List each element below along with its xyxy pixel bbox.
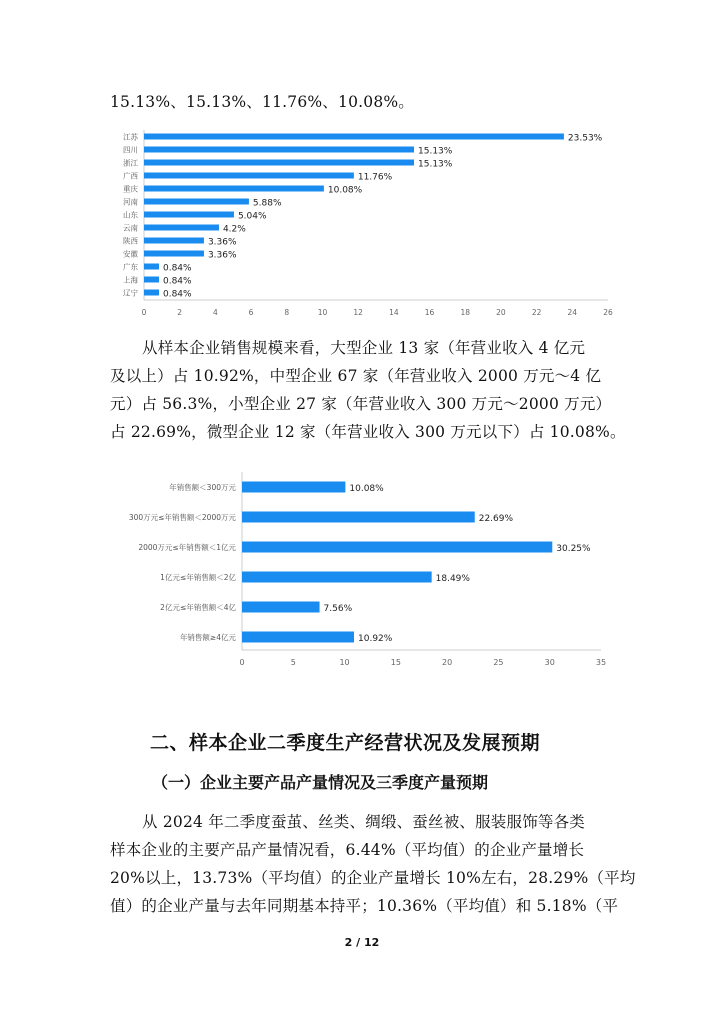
- category-label: 2000万元≤年销售额＜1亿元: [138, 543, 236, 552]
- data-label: 7.56%: [323, 604, 353, 614]
- bar: [144, 264, 159, 270]
- category-label: 河南: [123, 197, 138, 207]
- category-label: 浙江: [123, 158, 138, 168]
- province-chart: [100, 124, 620, 320]
- bar: [242, 482, 345, 493]
- subsection-heading: （一）企业主要产品产量情况及三季度产量预期: [152, 773, 489, 792]
- category-label: 300万元≤年销售额＜2000万元: [128, 513, 236, 522]
- category-label: 上海: [123, 275, 138, 285]
- bar: [144, 277, 159, 283]
- category-label: 山东: [123, 210, 138, 220]
- data-label: 18.49%: [435, 574, 470, 584]
- x-tick-label: 12: [353, 308, 363, 317]
- bar: [144, 251, 204, 257]
- bar: [242, 512, 475, 523]
- x-tick-label: 30: [544, 658, 555, 667]
- category-label: 云南: [123, 223, 138, 233]
- x-tick-label: 35: [595, 658, 607, 667]
- bar: [144, 186, 324, 192]
- data-label: 3.36%: [207, 237, 237, 248]
- x-tick-label: 20: [496, 308, 506, 317]
- x-tick-label: 26: [603, 308, 613, 317]
- province-bar-chart: [100, 124, 620, 320]
- x-tick-label: 16: [424, 308, 435, 317]
- bar: [242, 602, 320, 613]
- data-label: 15.13%: [418, 159, 453, 170]
- category-label: 1亿元≤年销售额＜2亿: [160, 573, 236, 582]
- bar: [144, 212, 234, 218]
- paragraph1-line-1: 从样本企业销售规模来看，大型企业 13 家（年营业收入 4 亿元: [142, 339, 586, 357]
- bar: [242, 632, 354, 643]
- bar: [144, 160, 414, 166]
- x-tick-label: 24: [567, 308, 578, 317]
- data-label: 10.08%: [349, 484, 384, 494]
- intro-line: 15.13%、15.13%、11.76%、10.08%。: [110, 93, 415, 111]
- category-label: 四川: [123, 145, 138, 155]
- sales-scale-bar-chart: [100, 470, 620, 670]
- x-tick-label: 5: [290, 658, 296, 667]
- bar: [144, 134, 564, 140]
- x-tick-label: 20: [442, 658, 453, 667]
- bar: [242, 542, 552, 553]
- x-tick-label: 22: [531, 308, 542, 317]
- x-tick-label: 18: [460, 308, 471, 317]
- paragraph2-line-4: 值）的企业产量与去年同期基本持平；10.36%（平均值）和 5.18%（平: [110, 897, 619, 915]
- category-label: 安徽: [123, 249, 138, 259]
- data-label: 5.04%: [237, 211, 267, 222]
- x-tick-label: 0: [141, 308, 147, 317]
- data-label: 0.84%: [162, 263, 192, 274]
- paragraph2-line-2: 样本企业的主要产品产量情况看，6.44%（平均值）的企业产量增长: [110, 841, 585, 859]
- category-label: 年销售额≥4亿元: [179, 633, 236, 642]
- data-label: 0.84%: [162, 289, 192, 300]
- data-label: 15.13%: [418, 146, 453, 157]
- data-label: 3.36%: [207, 250, 237, 261]
- data-label: 10.08%: [327, 185, 363, 196]
- page-number: 2 / 12: [344, 936, 380, 949]
- category-label: 陕西: [123, 236, 138, 246]
- category-label: 重庆: [123, 184, 138, 194]
- paragraph1-line-3: 元）占 56.3%，小型企业 27 家（年营业收入 300 万元～2000 万元）: [110, 395, 612, 413]
- x-tick-label: 8: [284, 308, 290, 317]
- x-tick-label: 6: [248, 308, 254, 317]
- category-label: 广西: [123, 171, 138, 181]
- category-label: 广东: [123, 262, 138, 272]
- paragraph1-line-4: 占 22.69%，微型企业 12 家（年营业收入 300 万元以下）占 10.08%。: [110, 423, 626, 441]
- x-tick-label: 4: [212, 308, 218, 317]
- data-label: 4.2%: [222, 224, 246, 235]
- bar: [144, 290, 159, 296]
- bar: [144, 225, 219, 231]
- x-tick-label: 15: [390, 658, 401, 667]
- x-tick-label: 0: [239, 658, 245, 667]
- paragraph1-line-2: 及以上）占 10.92%，中型企业 67 家（年营业收入 2000 万元～4 亿: [110, 367, 602, 385]
- x-tick-label: 14: [389, 308, 399, 317]
- section-heading: 二、样本企业二季度生产经营状况及发展预期: [150, 732, 541, 754]
- x-tick-label: 2: [177, 308, 183, 317]
- x-tick-label: 25: [493, 658, 504, 667]
- x-tick-label: 10: [339, 658, 350, 667]
- category-label: 年销售额＜300万元: [169, 483, 236, 492]
- paragraph2-line-3: 20%以上，13.73%（平均值）的企业产量增长 10%左右，28.29%（平均: [110, 869, 636, 887]
- data-label: 5.88%: [252, 198, 282, 209]
- data-label: 0.84%: [162, 276, 192, 287]
- category-label: 江苏: [123, 132, 138, 142]
- data-label: 23.53%: [567, 133, 603, 144]
- category-label: 2亿元≤年销售额＜4亿: [160, 603, 236, 612]
- bar: [144, 147, 414, 153]
- bar: [144, 173, 354, 179]
- data-label: 11.76%: [357, 172, 393, 183]
- bar: [242, 572, 432, 583]
- data-label: 22.69%: [478, 514, 514, 524]
- paragraph2-line-1: 从 2024 年二季度蚕茧、丝类、绸缎、蚕丝被、服装服饰等各类: [142, 813, 586, 831]
- bar: [144, 238, 204, 244]
- sales-scale-chart: [100, 470, 620, 670]
- data-label: 30.25%: [556, 544, 591, 554]
- x-tick-label: 10: [317, 308, 328, 317]
- data-label: 10.92%: [358, 634, 393, 644]
- bar: [144, 199, 249, 205]
- category-label: 辽宁: [123, 288, 138, 298]
